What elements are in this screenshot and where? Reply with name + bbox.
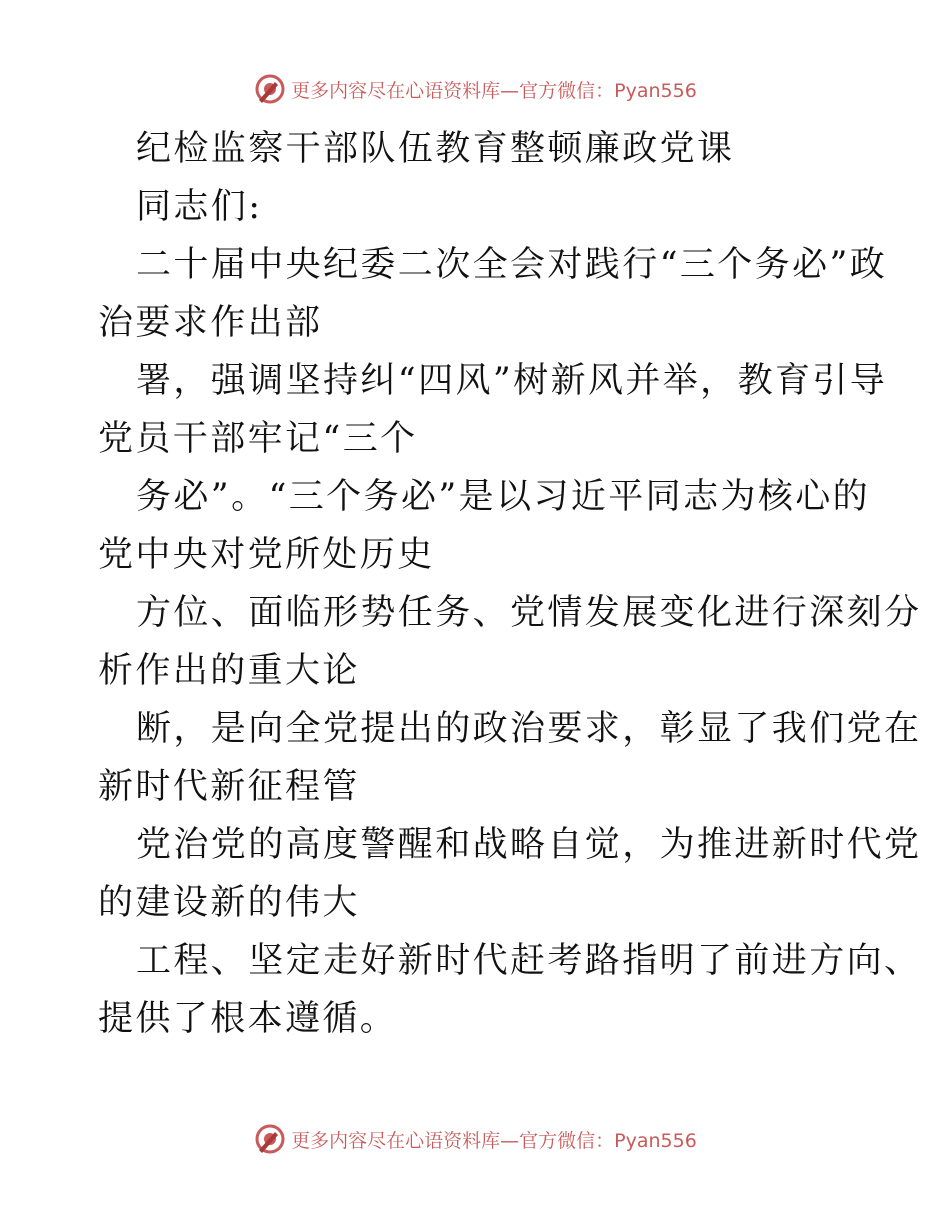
doc-title: 纪检监察干部队伍教育整顿廉政党课 xyxy=(136,129,735,169)
paragraph-line: 断，是向全党提出的政治要求，彰显了我们党在 xyxy=(136,709,922,749)
header-watermark xyxy=(0,72,950,106)
ink-brush-logo-icon xyxy=(253,1122,287,1156)
paragraph-line: 党员干部牢记“三个 xyxy=(98,419,418,459)
paragraph-line: 新时代新征程管 xyxy=(98,767,360,807)
paragraph-line: 提供了根本遵循。 xyxy=(98,999,398,1039)
paragraph-line: 治要求作出部 xyxy=(98,303,323,343)
paragraph-line: 署，强调坚持纠“四风”树新风并举，教育引导 xyxy=(136,361,888,401)
salutation: 同志们: xyxy=(136,187,263,227)
paragraph-line: 务必”。“三个务必”是以习近平同志为核心的 xyxy=(136,477,871,517)
ink-brush-logo-icon xyxy=(253,72,287,106)
footer-watermark xyxy=(0,1122,950,1156)
paragraph-line: 党中央对党所处历史 xyxy=(98,535,435,575)
paragraph-line: 的建设新的伟大 xyxy=(98,883,360,923)
paragraph-line: 析作出的重大论 xyxy=(98,651,360,691)
watermark-text: 更多内容尽在心语资料库—官方微信：Pyan556 xyxy=(291,1129,697,1152)
document-body xyxy=(98,120,922,1048)
paragraph-line: 工程、坚定走好新时代赶考路指明了前进方向、 xyxy=(136,941,922,981)
paragraph-line: 二十届中央纪委二次全会对践行“三个务必”政 xyxy=(136,245,888,285)
paragraph-line: 党治党的高度警醒和战略自觉，为推进新时代党 xyxy=(136,825,922,865)
paragraph-line: 方位、面临形势任务、党情发展变化进行深刻分 xyxy=(136,593,922,633)
watermark-text: 更多内容尽在心语资料库—官方微信：Pyan556 xyxy=(291,79,697,102)
